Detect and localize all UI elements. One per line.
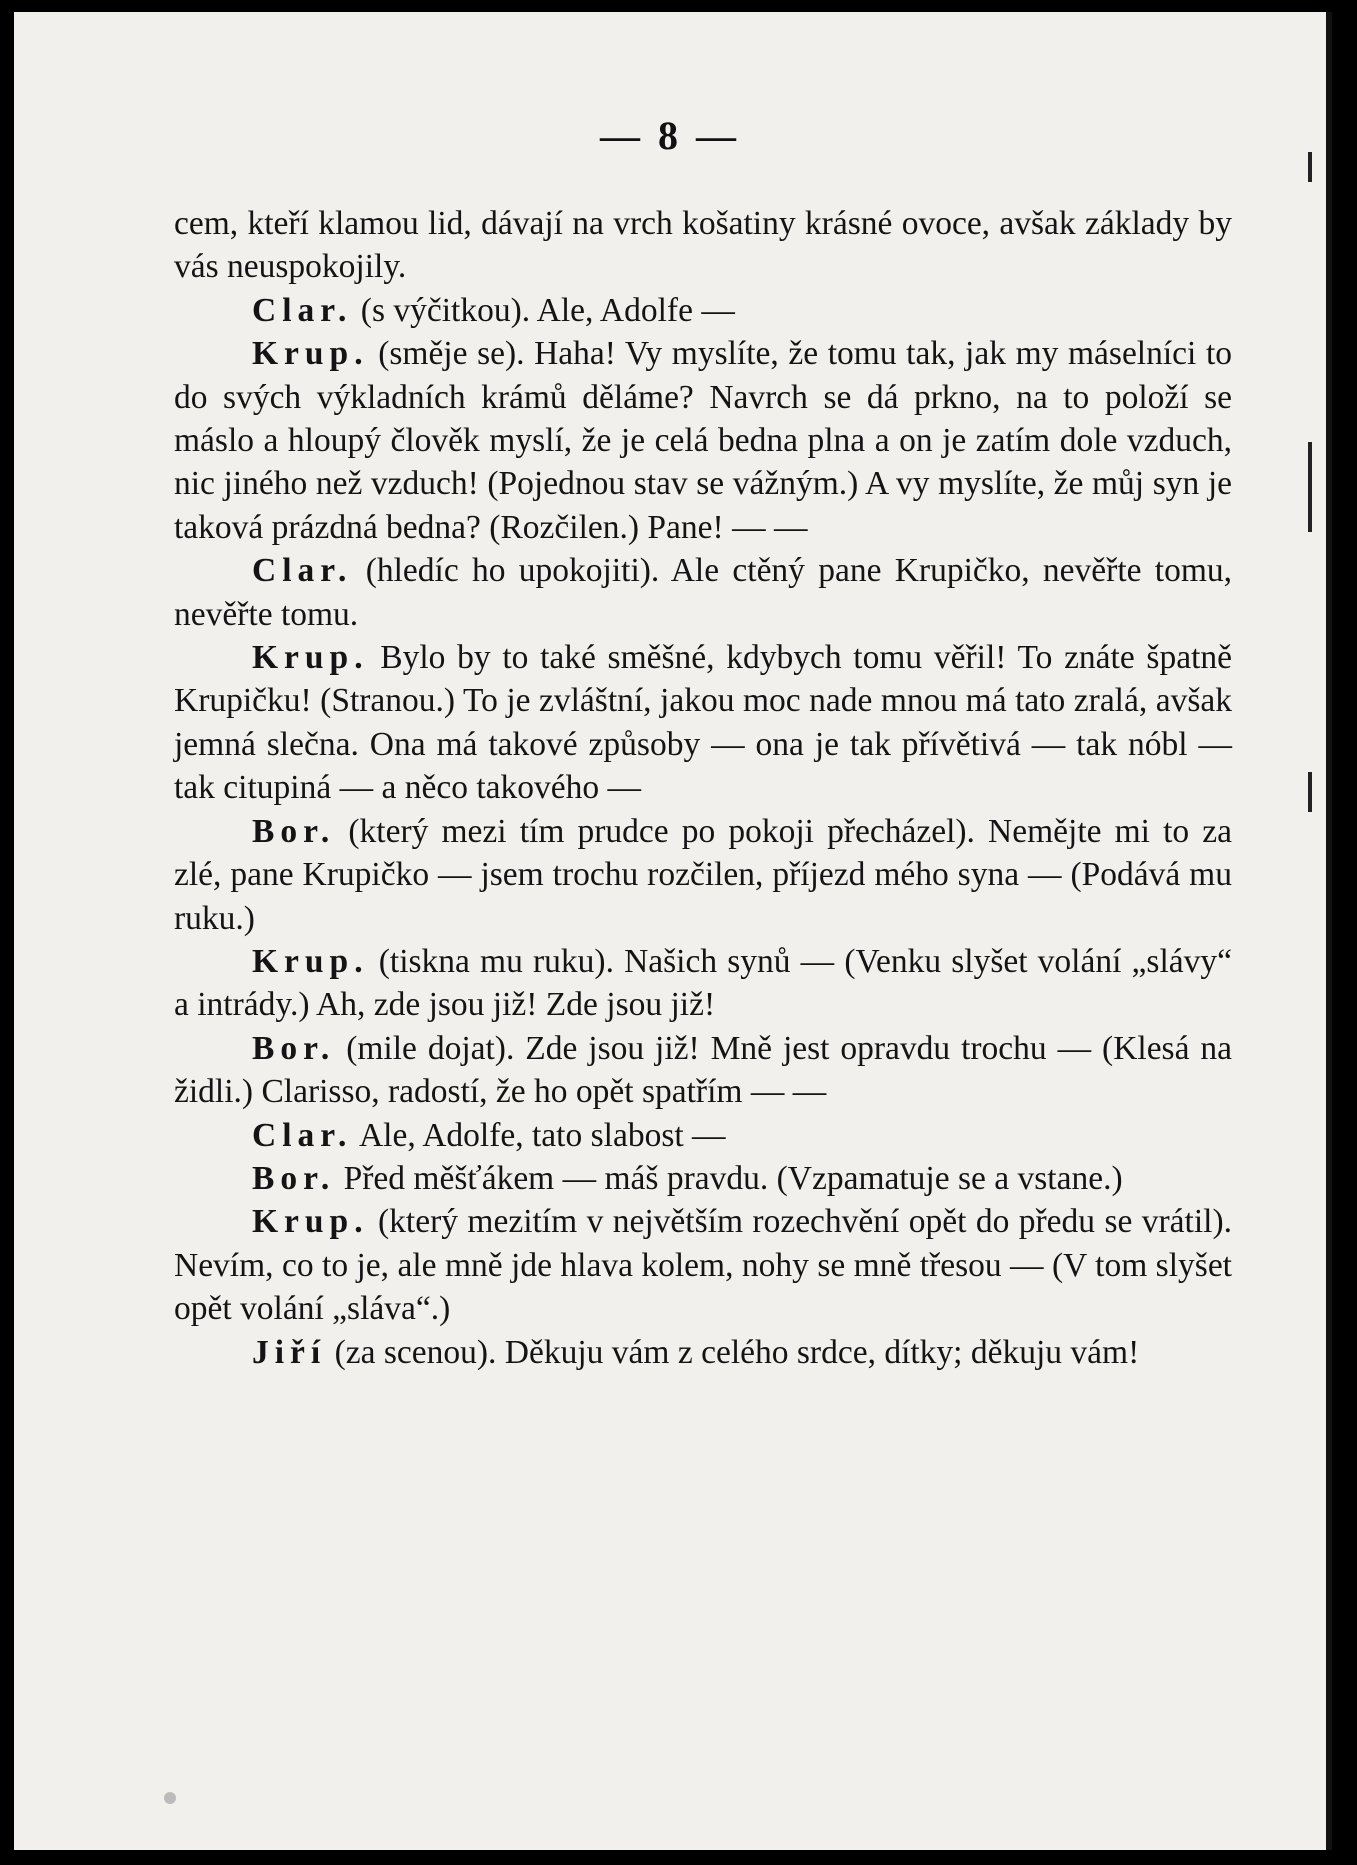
speaker-name: Clar.: [252, 291, 353, 329]
page-number: — 8 —: [600, 113, 740, 158]
paper-blemish: [164, 1792, 176, 1804]
speech-paragraph: [174, 1200, 1232, 1330]
speech-text: Před měšťákem — máš pravdu. (Vzpamatuje se a vstane.): [343, 1159, 1123, 1197]
speech-text: (tiskna mu ruku). Našich synů — (Venku slyšet volání „slávy“ a intrády.) Ah, zde jsou již! Zde jsou již!: [174, 942, 1233, 1024]
speech-text: Ale, Adolfe, tato slabost —: [358, 1116, 726, 1154]
speech-paragraph: [174, 1331, 1232, 1374]
speech-paragraph: [174, 1027, 1232, 1114]
paragraph-text: cem, kteří klamou lid, dávají na vrch košatiny krásné ovoce, avšak základy by vás neuspokojily.: [174, 205, 1232, 286]
speaker-name: Bor.: [252, 1159, 336, 1197]
page-edge-mark: [1308, 442, 1312, 532]
speaker-name: Krup.: [252, 335, 369, 373]
book-page: [14, 12, 1332, 1850]
speech-paragraph: [174, 549, 1232, 636]
speaker-name: Krup.: [252, 942, 369, 980]
body-text: [174, 202, 1232, 1374]
speech-paragraph: [174, 1114, 1232, 1157]
paragraph: [174, 202, 1232, 289]
speech-text: (za scenou). Děkuju vám z celého srdce, dítky; děkuju vám!: [334, 1333, 1140, 1371]
speech-text: Bylo by to také směšné, kdybych tomu věřil! To znáte špatně Krupičku! (Stranou.) To je zvláštní, jakou moc nade mnou má tato zralá, avšak jemná slečna. Ona má takové způsoby — ona je tak přívětivá — tak nóbl — tak citupiná — a něco takového —: [174, 639, 1233, 807]
speech-text: (směje se). Haha! Vy myslíte, že tomu tak, jak my máselníci to do svých výkladních krámů děláme? Navrch se dá prkno, na to položí se máslo a hloupý člověk myslí, že je celá bedna plna a on je zatím dole vzduch, nic jiného než vzduch! (Pojednou stav se vážným.) A vy myslíte, že můj syn je taková prázdná bedna? (Rozčilen.) Pane! — —: [174, 335, 1233, 546]
speech-paragraph: [174, 289, 1232, 332]
speaker-name: Bor.: [252, 1029, 336, 1067]
speech-text: (který mezi tím prudce po pokoji přecházel). Nemějte mi to za zlé, pane Krupičko — jsem trochu rozčilen, příjezd mého syna — (Podává mu ruku.): [174, 812, 1233, 937]
speaker-name: Krup.: [252, 1203, 369, 1241]
speech-text: (mile dojat). Zde jsou již! Mně jest opravdu trochu — (Klesá na židli.) Clarisso, radostí, že ho opět spatřím — —: [174, 1029, 1233, 1111]
speaker-name: Clar.: [252, 552, 353, 590]
speaker-name: Jiří: [252, 1333, 327, 1371]
speech-text: (který mezitím v největším rozechvění opět do předu se vrátil). Nevím, co to je, ale mně jde hlava kolem, nohy se mně třesou — (V tom slyšet opět volání „sláva“.): [174, 1203, 1233, 1328]
speech-paragraph: [174, 1157, 1232, 1200]
speaker-name: Clar.: [252, 1116, 353, 1154]
speech-paragraph: [174, 636, 1232, 810]
page-edge-mark: [1308, 772, 1312, 812]
speech-paragraph: [174, 332, 1232, 549]
speech-text: (hledíc ho upokojiti). Ale ctěný pane Krupičko, nevěřte tomu, nevěřte tomu.: [174, 552, 1233, 633]
speech-paragraph: [174, 810, 1232, 940]
speech-paragraph: [174, 940, 1232, 1027]
speech-text: (s výčitkou). Ale, Adolfe —: [360, 291, 735, 329]
speaker-name: Krup.: [252, 639, 369, 677]
speaker-name: Bor.: [252, 812, 336, 850]
